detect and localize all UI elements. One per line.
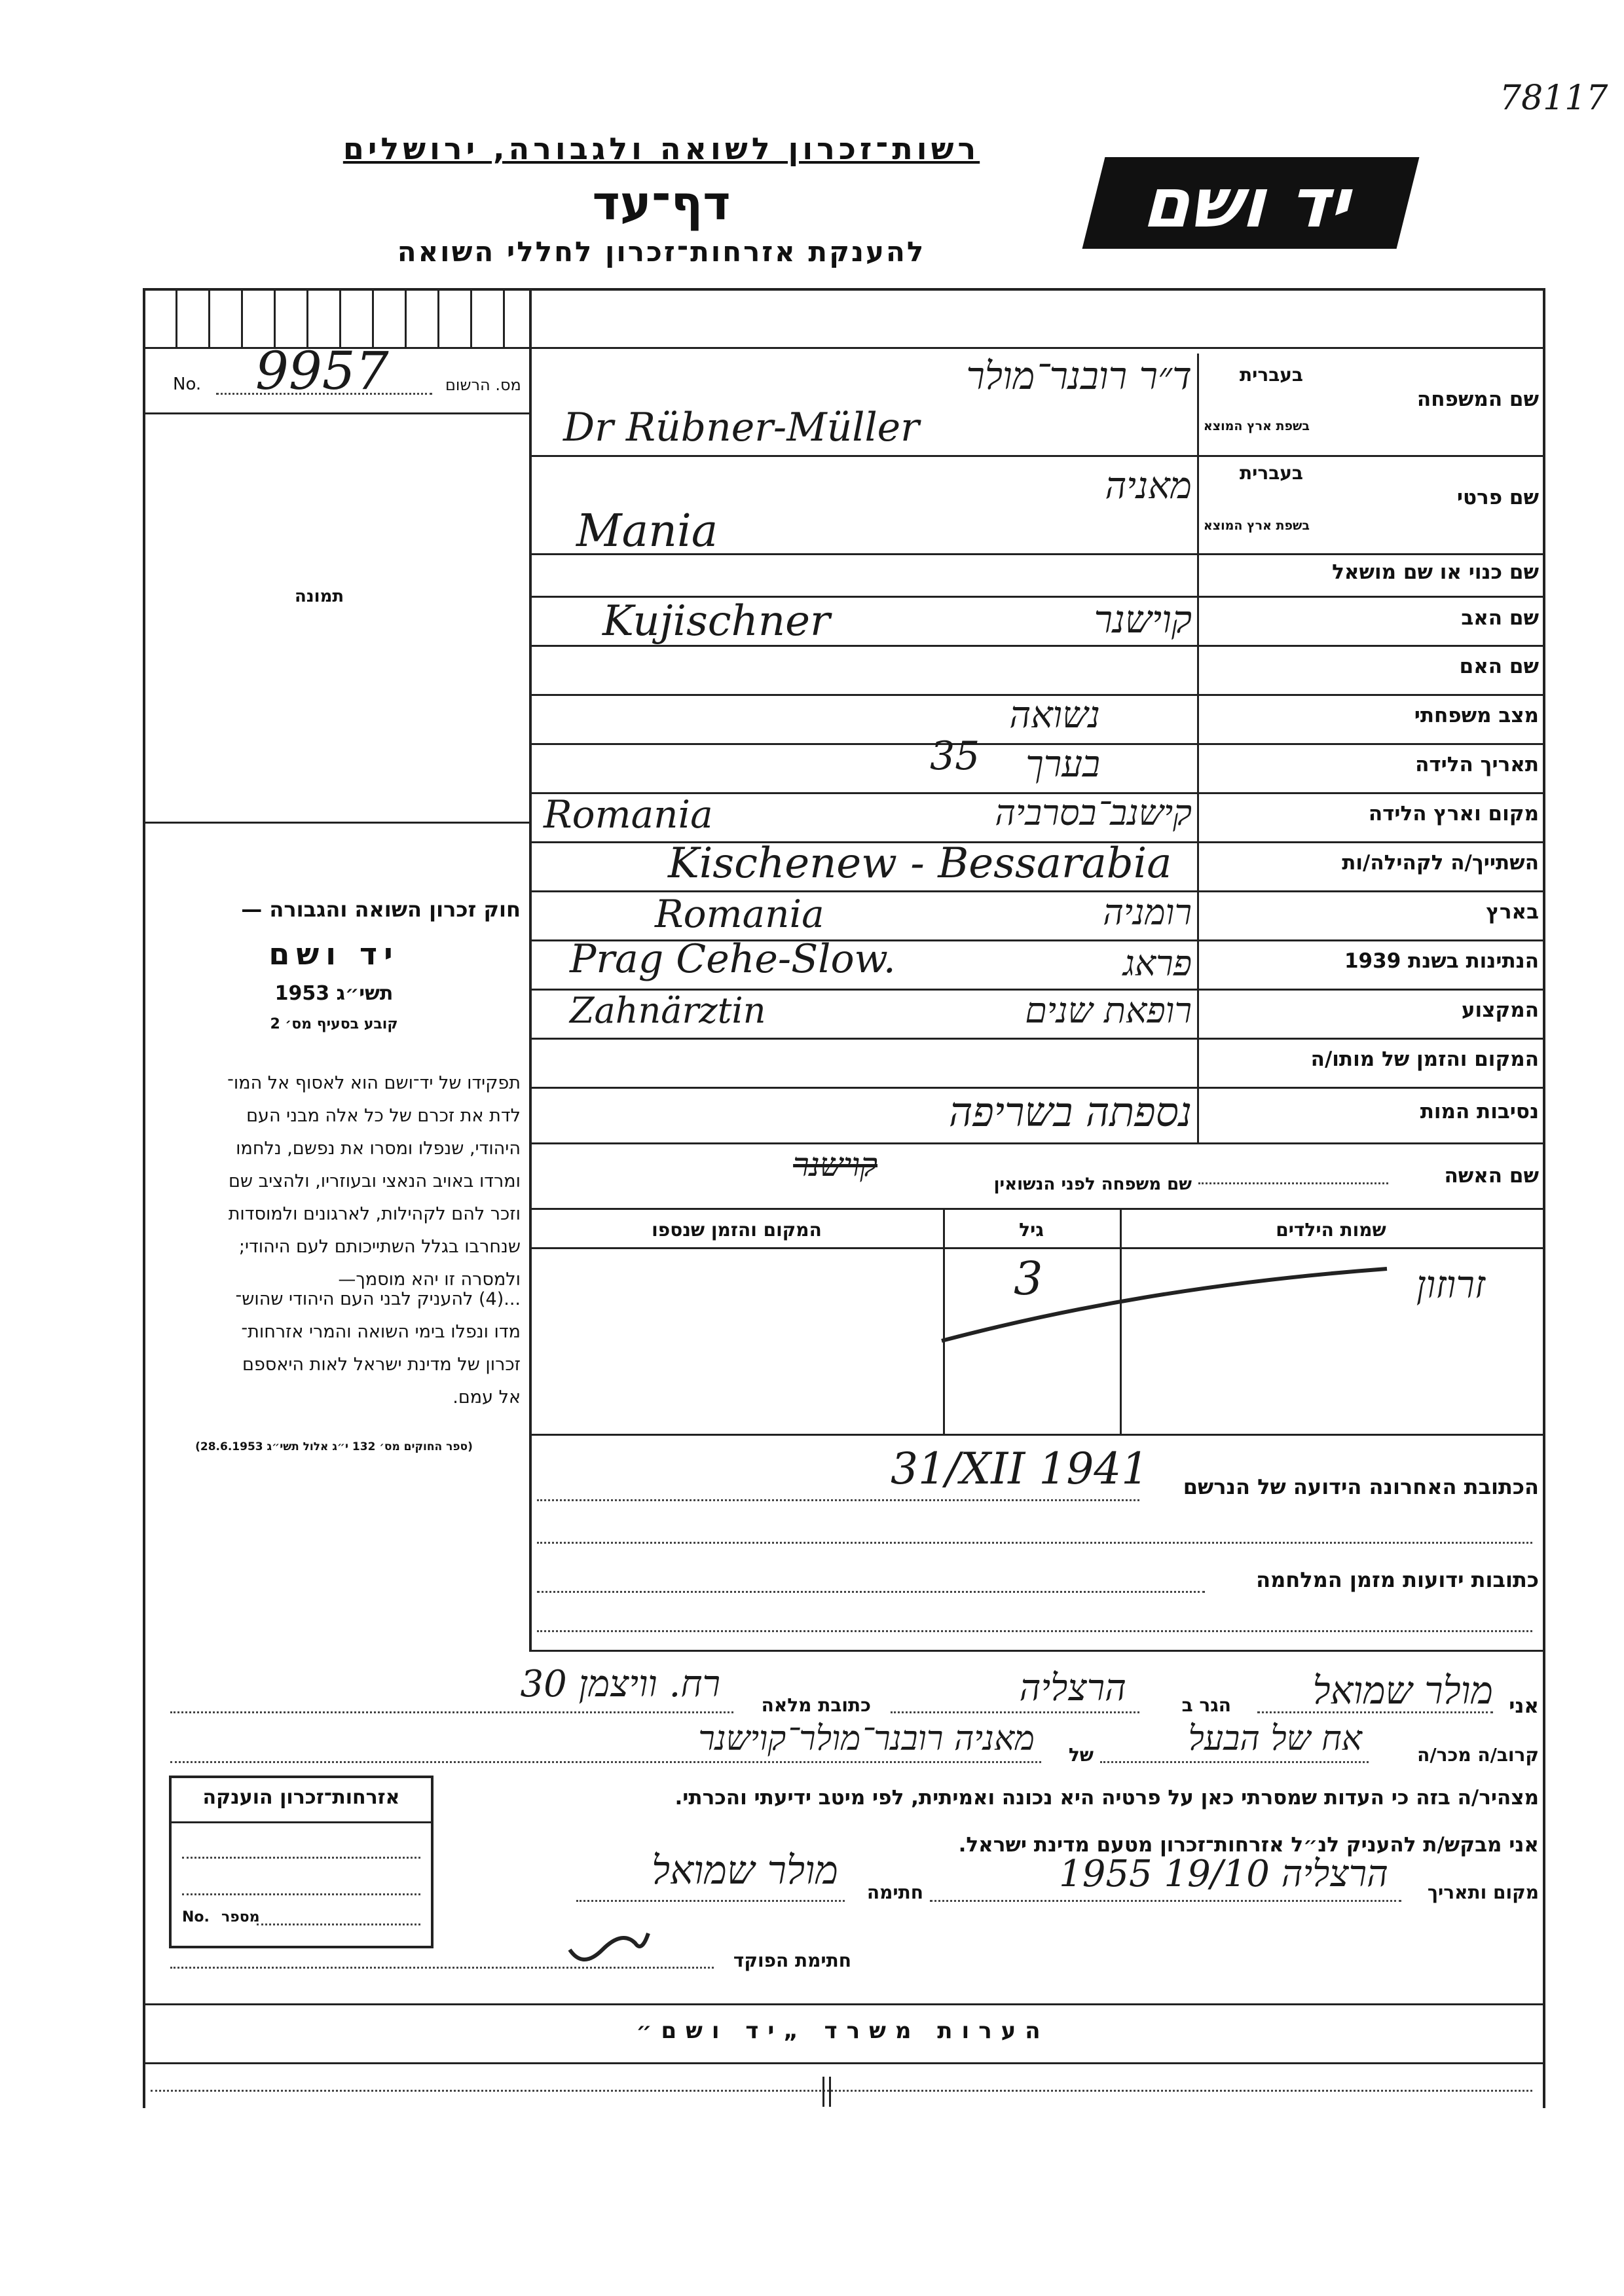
law-footnote: (ספר החוקים מס׳ 132 י״ג אלול תשי״ג 28.6.1953) xyxy=(195,1440,473,1453)
yad-vashem-logo: יד ושם xyxy=(1082,157,1420,249)
granted-number-label: מספר xyxy=(221,1909,260,1925)
place-date-value[interactable]: הרצליה 19/10 1955 xyxy=(1059,1853,1388,1895)
profession-label: המקצוע xyxy=(1461,998,1539,1022)
declaration-statement: מצהיר/ה בזה כי העדות שמסרתי כאן על פרטיה היא נכונה ואמיתית, לפי מיטב ידיעתי והכרתי. xyxy=(674,1786,1539,1810)
father-name-hebrew-value[interactable]: קוישנר xyxy=(1094,597,1192,642)
law-paragraph-1: תפקידו של יד־ושם הוא לאסוף אל המו־ לדת את זכרם של כל אלה מבני העם היהודי, שנפלו ומסרו את נפשם, נלחמו ומרדו באויב הנאצי ובעוזריו, ולהציב שם וזכר להם לקהילות, לארגונים ולמוסדות שנחרבו בגלל השתייכותם לעם היהודי; ולמסרה זו יהא מוסמך— xyxy=(227,1073,521,1290)
strike-through-line xyxy=(935,1262,1393,1347)
children-names-header: שמות הילדים xyxy=(1276,1219,1386,1241)
full-address-label: כתובת מלאה xyxy=(761,1694,871,1716)
photo-label: תמונה xyxy=(295,587,344,606)
first-name-sub-hebrew: בעברית xyxy=(1239,462,1303,484)
profession-hebrew-value[interactable]: רופאת שנים xyxy=(1025,990,1192,1031)
birth-date-hebrew-value[interactable]: בערך xyxy=(1025,743,1100,786)
form-title: דף־עד xyxy=(592,175,731,230)
relative-label: קרוב/ה מכר/ה xyxy=(1417,1744,1539,1766)
family-name-label: שם המשפחה xyxy=(1416,388,1539,411)
form-subtitle: להענקת אזרחות־זכרון לחללי השואה xyxy=(397,236,926,268)
declarant-value[interactable]: מולר שמואל xyxy=(1312,1668,1493,1713)
child-name[interactable]: זרוזון xyxy=(1416,1262,1485,1307)
birth-date-number-value[interactable]: 35 xyxy=(930,733,980,779)
officer-signature-mark xyxy=(563,1923,655,1969)
granted-citizenship-box xyxy=(169,1776,434,1948)
place-date-label: מקום ותאריך xyxy=(1427,1882,1539,1903)
first-name-sub-origin: בשפת ארץ המוצא xyxy=(1203,519,1310,533)
birth-date-label: תאריך הלידה xyxy=(1415,753,1539,776)
family-name-origin-value[interactable]: Dr Rübner-Müller xyxy=(563,405,919,450)
request-statement: אני מבקש/ת להעניק לנ״ל אזרחות־זכרון מטעם מדינת ישראל. xyxy=(958,1833,1539,1857)
signature-value[interactable]: מולר שמואל xyxy=(652,1848,838,1893)
law-year: תשי״ג 1953 xyxy=(274,982,394,1005)
wife-sub-label: שם משפחה לפני הנשואין xyxy=(993,1175,1192,1194)
children-age-header: גיל xyxy=(1019,1219,1044,1241)
last-address-label: הכתובת האחרונה הידועה של הנרשם xyxy=(1183,1474,1539,1499)
relative-value[interactable]: אח של הבעל xyxy=(1188,1719,1362,1758)
registration-no-label: No. xyxy=(173,374,202,394)
org-line: רשות־זכרון לשואה ולגבורה, ירושלים xyxy=(342,131,980,166)
signature-label: חתימה xyxy=(866,1882,923,1903)
country-hebrew-value[interactable]: רומניה xyxy=(1103,892,1192,933)
mother-name-label: שם האם xyxy=(1459,655,1539,678)
registration-number[interactable]: 9957 xyxy=(255,340,389,401)
birth-place-hebrew-value[interactable]: קישנב־בסרביה xyxy=(995,792,1192,833)
birth-place-origin-value[interactable]: Romania xyxy=(544,792,713,837)
citizenship-label: הנתינות בשנת 1939 xyxy=(1344,949,1539,973)
law-title: חוק זכרון השואה והגבורה — xyxy=(241,897,521,922)
wartime-addresses-label: כתובות ידועות מזמן המלחמה xyxy=(1256,1567,1539,1592)
country-origin-value[interactable]: Romania xyxy=(655,892,824,936)
law-paragraph-2: ...(4) להעניק לבני העם היהודי שהוש־ מדו ונפלו בימי השואה והמרי אזרחות־ זכרון של מדינת ישראל לאות היאספם אל עמם. xyxy=(235,1289,521,1408)
full-address-value[interactable]: רח. וויצמן 30 xyxy=(520,1663,720,1705)
marital-status-label: מצב משפחתי xyxy=(1414,704,1539,727)
law-name: יד ושם xyxy=(268,936,399,972)
nickname-label: שם כנוי או שם מושאל xyxy=(1332,560,1539,584)
wife-label: שם האשה xyxy=(1444,1164,1539,1188)
of-label: של xyxy=(1068,1744,1094,1766)
marital-status-value[interactable]: נשואה xyxy=(1009,694,1100,737)
wife-value[interactable]: קוישנר xyxy=(793,1146,877,1184)
granted-citizenship-title: אזרחות־זכרון הוענקה xyxy=(202,1786,400,1809)
father-name-label: שם האב xyxy=(1461,606,1539,630)
last-address-value[interactable]: 31/XII 1941 xyxy=(891,1444,1149,1494)
child-age[interactable]: 3 xyxy=(1014,1252,1043,1305)
corner-number: 78117 xyxy=(1500,79,1608,118)
profession-origin-value[interactable]: Zahnärztin xyxy=(570,990,766,1031)
citizenship-hebrew-value[interactable]: פראג xyxy=(1122,943,1192,984)
community-label: השתייך/ה לקהילה/ות xyxy=(1342,851,1539,875)
office-notes-label: הערות משרד „יד ושם״ xyxy=(636,2018,1050,2044)
law-clause: קובע בסעיף מס׳ 2 xyxy=(270,1016,398,1032)
resides-label: הגר ב xyxy=(1181,1694,1231,1716)
death-cause-label: נסיבות המות xyxy=(1420,1100,1539,1123)
first-name-label: שם פרטי xyxy=(1456,486,1539,509)
father-name-origin-value[interactable]: Kujischner xyxy=(602,597,830,646)
children-place-header: המקום והזמן שנספו xyxy=(652,1219,822,1241)
declarant-label: אני xyxy=(1509,1694,1539,1718)
country-label: בארץ xyxy=(1486,900,1539,924)
resides-value[interactable]: הרצליה xyxy=(1019,1667,1126,1709)
first-name-origin-value[interactable]: Mania xyxy=(576,505,718,557)
death-place-time-label: המקום והזמן של מותו/ה xyxy=(1310,1048,1539,1071)
family-name-sub-origin: בשפת ארץ המוצא xyxy=(1203,419,1310,433)
officer-signature-label: חתימת הפוקד xyxy=(733,1950,851,1971)
children-row xyxy=(529,1249,1543,1434)
granted-number-prefix: No. xyxy=(182,1909,210,1925)
first-name-hebrew-value[interactable]: מאניה xyxy=(1105,465,1192,507)
community-value[interactable]: Kischenew - Bessarabia xyxy=(668,839,1172,888)
family-name-hebrew-value[interactable]: ד״ר רובנר־מולר xyxy=(966,354,1192,398)
birth-place-label: מקום וארץ הלידה xyxy=(1368,802,1539,826)
citizenship-origin-value[interactable]: Prag Cehe-Slow. xyxy=(570,936,896,982)
death-cause-value[interactable]: נספתה בשריפה xyxy=(948,1088,1192,1136)
registration-he-label: מס. הרשום xyxy=(445,376,521,394)
family-name-sub-hebrew: בעברית xyxy=(1239,364,1303,386)
of-value[interactable]: מאניה רובנר־מולר־קוישנר xyxy=(698,1719,1035,1758)
